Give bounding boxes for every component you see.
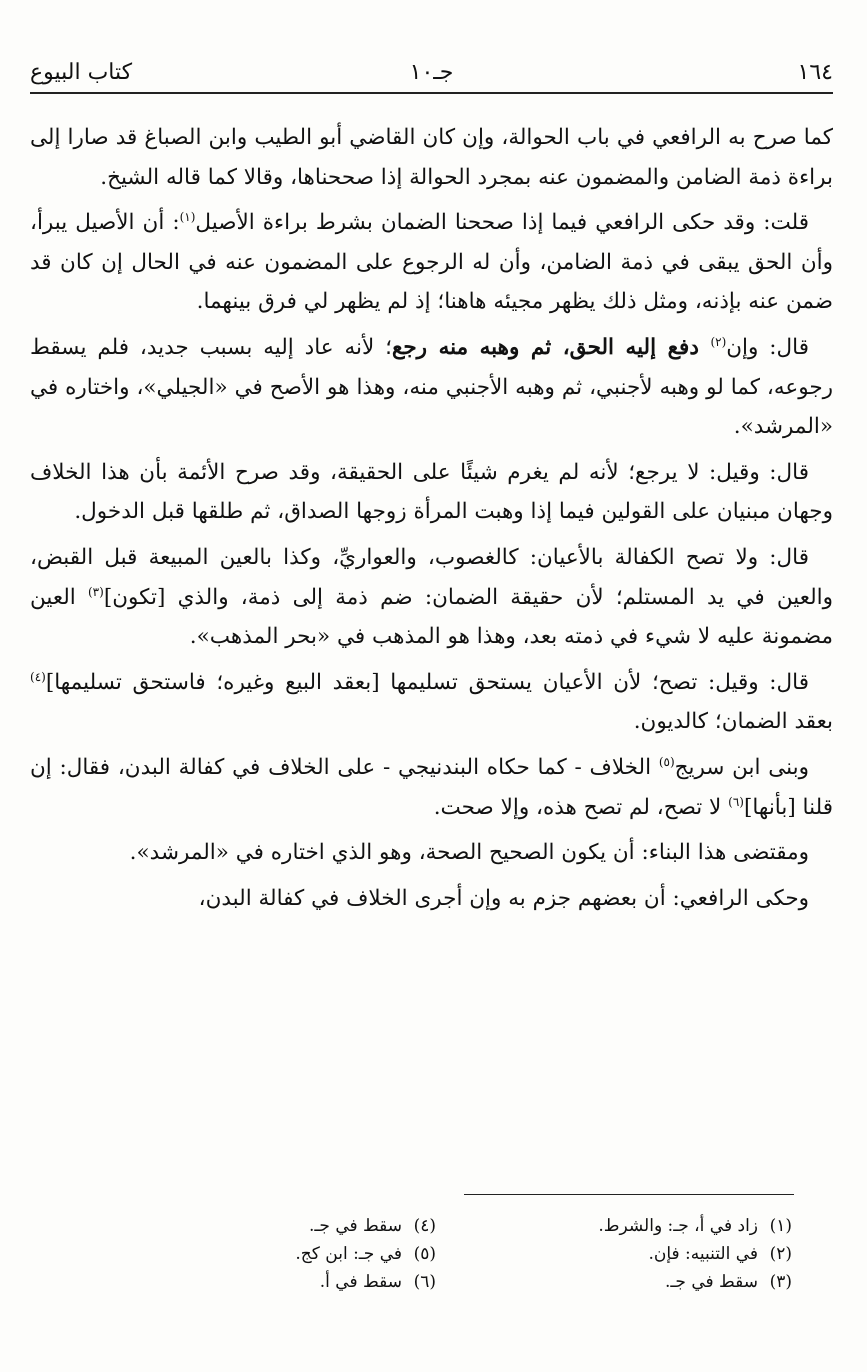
footnotes-right-column [476, 1212, 792, 1296]
footnote-divider [464, 1194, 794, 1195]
footnote-ref-5: (٥) [658, 754, 675, 769]
paragraph-4: قال: وقيل: لا يرجع؛ لأنه لم يغرم شيئًا على الحقيقة، وقد صرح الأئمة بأن هذا الخلاف وجهان مبنيان على القولين فيما إذا وهبت المرأة زوجها الصداق، ثم طلقها قبل الدخول. [30, 459, 833, 525]
footnotes [120, 1212, 792, 1296]
paragraph-1: كما صرح به الرافعي في باب الحوالة، وإن كان القاضي أبو الطيب وابن الصباغ قد صارا إلى براءة ذمة الضامن والمضمون عنه بمجرد الحوالة إذا صححناها، وقالا كما قاله الشيخ. [30, 125, 833, 190]
footnote-ref-3: (٣) [87, 584, 104, 599]
page-header [30, 56, 833, 94]
bold-phrase: دفع إليه الحق، ثم وهبه منه رجع [391, 334, 711, 360]
paragraph-9: وحكى الرافعي: أن بعضهم جزم به وإن أجرى الخلاف في كفالة البدن، [198, 885, 809, 911]
footnote-ref-2: (٢) [710, 334, 727, 349]
footnote-3: (٣)سقط في جـ. [665, 1272, 792, 1292]
book-title: كتاب البيوع [30, 60, 133, 85]
footnote-ref-6: (٦) [728, 794, 744, 809]
footnote-ref-4: (٤) [30, 669, 46, 684]
paragraph-2: قلت: وقد حكى الرافعي فيما إذا صححنا الضمان بشرط براءة الأصيل$^{(١)}$: أن الأصيل يبرأ، وأن الحق يبقى في ذمة الضامن، وأن له الرجوع على المضمون عنه في الحال إن كان قد ضمن عنه بإذنه، ومثل ذلك يظهر مجيئه هاهنا؛ إذ لم يظهر لي فرق بينهما. [30, 210, 833, 315]
footnote-ref-1: (١) [179, 210, 196, 225]
page-number: ١٦٤ [797, 60, 833, 85]
main-text [30, 118, 833, 924]
paragraph-8: ومقتضى هذا البناء: أن يكون الصحيح الصحة، وهو الذي اختاره في «المرشد». [129, 840, 809, 866]
paragraph-5: قال: ولا تصح الكفالة بالأعيان: كالغصوب، والعواريِّ، وكذا بالعين المبيعة قبل القبض، والعين في يد المستلم؛ لأن حقيقة الضمان: ضم ذمة إلى ذمة، والذي [تكون]$^{(٣)}$ العين مضمونة عليه لا شيء في ذمته بعد، وهذا هو المذهب في «بحر المذهب». [30, 544, 833, 650]
footnote-4: (٤)سقط في جـ. [309, 1216, 436, 1236]
paragraph-7: وبنى ابن سريج$^{(٥)}$ الخلاف - كما حكاه البندنيجي - على الخلاف في كفالة البدن، فقال: إن قلنا [بأنها]$^{(٦)}$ لا تصح، لم تصح هذه، وإلا صحت. [30, 754, 833, 820]
footnote-1: (١)زاد في أ، جـ: والشرط. [598, 1216, 792, 1236]
volume-label: جـ١٠ [409, 60, 454, 85]
footnotes-left-column [120, 1212, 436, 1296]
paragraph-3: قال: وإن$^{(٢)}$ دفع إليه الحق، ثم وهبه منه رجع؛ لأنه عاد إليه بسبب جديد، فلم يسقط رجوعه، كما لو وهبه لأجنبي، ثم وهبه الأجنبي منه، وهذا هو الأصح في «الجيلي»، واختاره في «المرشد». [30, 334, 833, 440]
footnote-5: (٥)في جـ: ابن كج. [295, 1244, 436, 1264]
footnote-6: (٦)سقط في أ. [319, 1272, 436, 1292]
paragraph-6: قال: وقيل: تصح؛ لأن الأعيان يستحق تسليمها [بعقد البيع وغيره؛ فاستحق تسليمها]$^{(٤)}$ بعقد الضمان؛ كالديون. [30, 669, 833, 735]
footnote-2: (٢)في التنبيه: فإن. [648, 1244, 792, 1264]
